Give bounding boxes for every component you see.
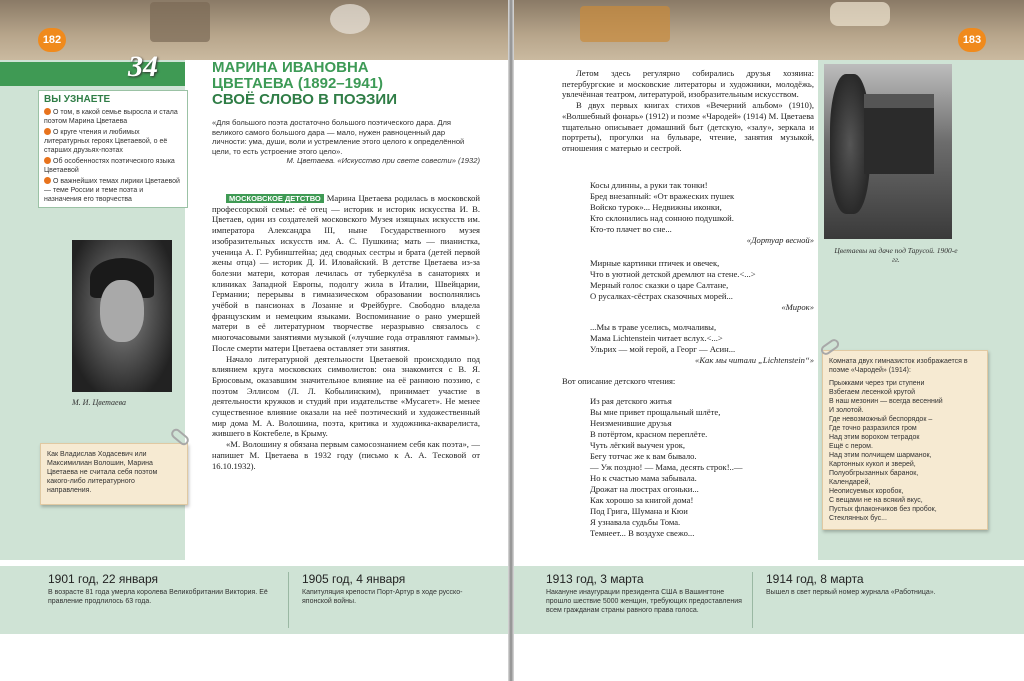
timeline-date: 1901 год, 22 января (48, 572, 158, 586)
bullet-icon (44, 108, 51, 115)
book-illustration (580, 6, 670, 42)
timeline-entry (766, 572, 976, 597)
photo-house (864, 94, 934, 174)
photo-caption: Цветаевы на даче под Тарусой. 1900-е гг. (834, 246, 958, 264)
scroll-illustration (830, 2, 890, 26)
bullet-icon (44, 177, 51, 184)
poem-rai: Из рая детского житья Вы мне привет прощальный шлёте, Неизменившие друзья В потёртом, красном переплёте. Чуть лёгкий выучен урок, Бегу тотчас же к вам бывало. — Уж поздно! — Мама, десять строк!..— Но к счастью мама забывала. Дрожат на люстрах огоньки... Как хорошо за книгой дома! Под Грига, Шумана и Кюи Я узнавала судьбы Тома. Темнеет... В воздухе свежо... (590, 396, 743, 538)
portrait-caption: М. И. Цветаева (72, 398, 126, 407)
timeline-entry (546, 572, 746, 615)
portrait-photo (72, 240, 172, 392)
timeline-text: Накануне инаугурации президента США в Вашингтоне прошло шествие 5000 женщин, требующих предоставления всем гражданам страны равного права голоса. (546, 589, 742, 614)
learn-title: ВЫ УЗНАЕТЕ (44, 94, 111, 105)
poem-intro: Вот описание детского чтения: (562, 376, 676, 386)
side-note-right: Комната двух гимназисток изображается в поэме «Чародей» (1914): Прыжками через три ступени Взбегаем лесенкой крутой В наш мезонин — всегда весенний И золотой. Где невозможный беспорядок – Где точно разразился гром Над этим ворохом тетрадок Ещё с пером. Над этим полчищем шарманок, Картонных кукол и зверей, Полуобгрызанных баранок, Календарей, Неописуемых коробок, С вещами не на всякий вкус, Пустых флакончиков без пробок, Стеклянных бус... (822, 350, 988, 530)
timeline-entry (302, 572, 492, 606)
body-text-left: МОСКОВСКОЕ ДЕТСТВО Марина Цветаева родилась в московской профессорской семье: её отец — историк и историк искусства И. В. Цветаев, один из создателей московского Музея изящных искусств им. императора Александра III, ныне Государственного музея изобразительных искусств им. А. С. Пушкина; мать — пианистка, ученица А. Г. Рубинштейна; дед сводных сестры и брата (детей первой жены отца) — историк Д. И. Иловайский. В детстве Цветаева из-за болезни матери, которая лечилась от туберкулёза в санаториях и клиниках Западной Европы, подолгу жила в Италии, Швейцарии, Германии; перерывы в гимназическом образовании восполнялись учёбой в пансионах в Лозанне и Фрейбурге. Свободно владела французским и немецким языками. Воспоминание о рано умершей матери в её литературном творчестве неразрывно связалось с многочасовыми занятиями музыкой («лучшие года отравляют гаммы»). После смерти матери Цветаева оставляет эти занятия. Начало литературной деятельности Цветаевой происходило под влиянием круга московских символистов: она знакомится с В. Я. Брюсовым, оказавшим значительное влияние на её раннюю поэзию, с поэтом Эллисом (Л. Л. Кобылинским), принимает участие в деятельности кружков и студий при издательстве «Мусагет». Не менее существенное влияние оказали на неё поэтический и художественный мир дома М. А. Волошина, поэта, критика и художника-акварелиста, жившего в Коктебеле, в Крыму. «М. Волошину я обязана первым самосознанием себя как поэта», — напишет М. Цветаева в 1932 году (письмо к А. А. Тесковой от 16.10.1932). (212, 193, 480, 471)
poem-mirok: Мирные картинки птичек и овечек, Что в уютной детской дремлют на стене.<...> Мерный голос сказки о царе Салтане, О русалках-сёстрах сказочных морей... «Мирок» (590, 258, 814, 312)
poem-source: «Как мы читали „Lichtenstein“» (695, 355, 814, 365)
bullet-icon (44, 128, 51, 135)
timeline-entry (48, 572, 278, 606)
body-text-right: Летом здесь регулярно собирались друзья хозяина: петербургские и московские литераторы и художники, молодёжь, увлечённая театром, литературой, изобразительным искусством. В двух первых книгах стихов «Вечерний альбом» (1910), «Волшебный фонарь» (1912) и поэме «Чародей» (1914) М. Цветаева тщательно описывает домашний быт (детскую, «залу», зеркала и портреты), прогулки на бульваре, чтение, занятия музыкой, отношения с матерью и сестрой. (562, 68, 814, 153)
dacha-photo (824, 64, 952, 239)
learn-box (38, 90, 188, 208)
page-number-left: 182 (38, 28, 66, 52)
lamp-illustration (150, 2, 210, 42)
timeline-divider (288, 572, 289, 628)
learn-item: О круге чтения и любимых литературных героях Цветаевой, о её старших друзьях-поэтах (44, 129, 168, 154)
timeline-text: Вышел в свет первый номер журнала «Работница». (766, 589, 936, 596)
epigraph-author: М. Цветаева. «Искусство при свете совести» (1932) (286, 156, 480, 165)
epigraph: «Для большого поэта достаточно большого поэтического дара. Для великого самого большого дара — мало, нужен равноценный дар личности: ума, души, воли и устремление этого целого к определённой цели, то есть устроение этого цело». М. Цветаева. «Искусство при свете совести» (1932) (212, 118, 480, 165)
poem-dortuar: Косы длинны, а руки так тонки! Бред внезапный: «От вражеских пушек Войско турок»... Недвижны иконки, Кто склонились над сонною подушкой. Кто-то плачет во сне... «Дортуар весной» (590, 180, 814, 245)
poem-source: «Мирок» (781, 302, 814, 312)
lesson-number: 34 (128, 50, 158, 83)
side-note-left: Как Владислав Ходасевич или Максимилиан Волошин, Марина Цветаева не считала себя поэтом какого-либо литературного направления. (40, 443, 188, 505)
inkwell-illustration (330, 4, 370, 34)
timeline-date: 1913 год, 3 марта (546, 572, 644, 586)
section-label: МОСКОВСКОЕ ДЕТСТВО (226, 194, 324, 203)
learn-item: Об особенностях поэтического языка Цветаевой (44, 158, 175, 174)
chapter-title: МАРИНА ИВАНОВНА ЦВЕТАЕВА (1892–1941) СВОЁ СЛОВО В ПОЭЗИИ (212, 59, 397, 108)
timeline-text: Капитуляция крепости Порт-Артур в ходе русско-японской войны. (302, 589, 463, 605)
timeline-date: 1905 год, 4 января (302, 572, 406, 586)
timeline-date: 1914 год, 8 марта (766, 572, 864, 586)
poem-lichtenstein: ...Мы в траве уселись, молчаливы, Мама Lichtenstein читает вслух.<...> Ульрих — мой герой, а Георг — Асин... «Как мы читали „Lichtenstein“» (590, 322, 814, 365)
portrait-face (100, 280, 144, 342)
page-number-right: 183 (958, 28, 986, 52)
timeline-divider (752, 572, 753, 628)
timeline-text: В возрасте 81 года умерла королева Великобритании Виктория. Её правление продлилось 63 года. (48, 589, 268, 605)
poem-source: «Дортуар весной» (746, 235, 814, 245)
learn-item: О важнейших темах лирики Цветаевой — теме России и теме поэта и назначения его творчества (44, 178, 180, 203)
learn-item: О том, в какой семье выросла и стала поэтом Марина Цветаева (44, 109, 178, 125)
bullet-icon (44, 157, 51, 164)
